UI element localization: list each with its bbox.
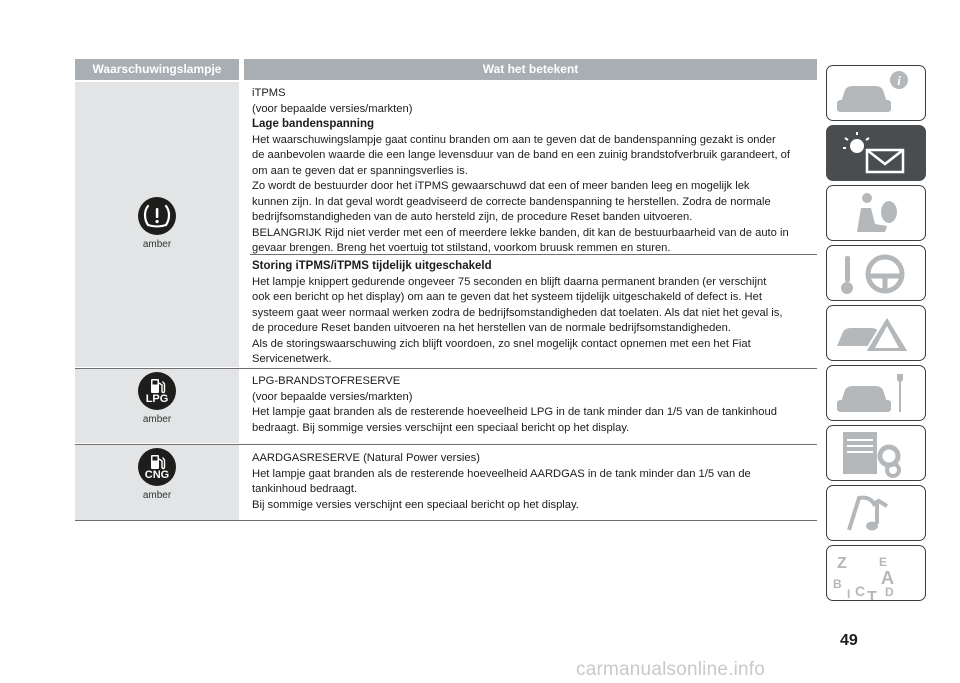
text-line: iTPMS (252, 87, 286, 99)
svg-text:A: A (881, 568, 894, 588)
text-line: Het lampje gaat branden als de resterende hoeveelheid LPG in de tank minder dan 1/5 van de tankinhoud (252, 406, 777, 418)
cng-fuel-pump-icon (138, 448, 176, 486)
text-line: BELANGRIJK Rijd niet verder met een of meerdere lekke banden, dit kan de bestuurbaarheid van de auto in (252, 226, 789, 239)
lpg-icon-text: LPG (145, 392, 169, 405)
cng-reserve-text (252, 451, 818, 513)
text-line: AARDGASRESERVE (Natural Power versies) (252, 452, 480, 464)
text-line: de aanbevolen waarde die een lange levensduur van de band en een zuinig brandstofverbruik garandeert, of (252, 149, 791, 161)
row-divider (75, 520, 817, 521)
text-line: Het lampje gaat branden als de resterende hoeveelheid AARDGAS in de tank minder dan 1/5 van de (252, 467, 751, 480)
row-divider (75, 444, 817, 445)
column-header-meaning: Wat het betekent (244, 59, 817, 80)
text-line: gevaar brengen. Breng het voertuig tot stilstand, voorkom bruusk remmen en sturen. (252, 242, 671, 254)
tpms-fault-text (252, 259, 818, 368)
svg-text:I: I (847, 587, 851, 601)
row-divider (75, 368, 817, 369)
key-steering-wheel-icon (827, 246, 926, 301)
car-info-tab[interactable] (826, 65, 926, 121)
section-heading: Storing iTPMS/iTPMS tijdelijk uitgeschakeld (252, 260, 492, 272)
svg-text:D: D (885, 585, 894, 599)
svg-text:B: B (833, 577, 842, 591)
text-line: bedraagt. Bij sommige versies verschijnt een speciaal bericht op het display. (252, 421, 630, 434)
section-heading: Lage bandenspanning (252, 118, 375, 130)
text-line: Bij sommige versies verschijnt een speciaal bericht op het display. (252, 498, 579, 511)
multimedia-tab[interactable] (826, 485, 926, 541)
driving-tab[interactable] (826, 245, 926, 301)
icon-cell-cng (75, 445, 239, 520)
index-tab[interactable] (826, 545, 926, 601)
lpg-fuel-pump-icon (138, 372, 176, 410)
text-line: de procedure Reset banden uitvoeren na het herstellen van de normale bedrijfsomstandigheden. (252, 322, 731, 334)
text-line: ook een bericht op het display) om aan te geven dat het systeem tijdelijk uitgeschakeld of defect is. Het (252, 291, 762, 303)
car-wrench-icon (827, 366, 926, 421)
document-gears-icon (827, 426, 926, 481)
car-warning-triangle-icon (827, 306, 926, 361)
text-line: bedrijfsomstandigheden van de auto hersteld zijn, de procedure Reset banden uitvoeren. (252, 211, 693, 223)
text-line: kunnen zijn. In dat geval wordt geadviseerd de correcte bandenspanning te herstellen. Zodra de normale (252, 195, 771, 208)
svg-text:i: i (897, 73, 901, 88)
seat-airbag-icon (827, 186, 926, 241)
svg-text:E: E (879, 555, 888, 569)
watermark: carmanualsonline.info (576, 659, 766, 680)
maintenance-tab[interactable] (826, 365, 926, 421)
column-header-warning-light: Waarschuwingslampje (75, 59, 239, 80)
warning-light-envelope-icon (827, 126, 926, 181)
text-line: Zo wordt de bestuurder door het iTPMS gewaarschuwd dat een of meer banden leeg en mogelijk lek (252, 180, 750, 192)
color-label: amber (142, 239, 172, 250)
svg-text:T: T (867, 589, 877, 602)
text-line: tankinhoud bedraagt. (252, 483, 358, 495)
icon-cell-lpg (75, 369, 239, 443)
music-note-icon (827, 486, 926, 541)
text-line: LPG-BRANDSTOFRESERVE (252, 375, 401, 387)
cng-icon-text: CNG (144, 468, 170, 481)
text-line: (voor bepaalde versies/markten) (252, 390, 413, 403)
text-line: Het lampje knippert gedurende ongeveer 75 seconden en blijft daarna permanent branden (er verschijnt (252, 275, 767, 288)
text-line: Als de storingswaarschuwing zich blijft voordoen, zo snel mogelijk contact opnemen met een het Fiat (252, 337, 751, 350)
safety-tab[interactable] (826, 185, 926, 241)
technical-data-tab[interactable] (826, 425, 926, 481)
tpms-text (252, 86, 818, 257)
color-label: amber (142, 490, 172, 501)
text-line: Het waarschuwingslampje gaat continu branden om aan te geven dat de bandenspanning gezakt is onder (252, 133, 776, 146)
page-number: 49 (840, 632, 858, 649)
emergency-tab[interactable] (826, 305, 926, 361)
car-info-icon (827, 66, 926, 121)
color-label: amber (142, 414, 172, 425)
text-line: (voor bepaalde versies/markten) (252, 102, 413, 115)
svg-text:C: C (855, 583, 866, 599)
warning-lights-tab[interactable] (826, 125, 926, 181)
svg-text:Z: Z (837, 555, 847, 572)
tyre-pressure-warning-icon (138, 197, 176, 235)
icon-cell-tpms (75, 82, 239, 367)
text-line: Servicenetwerk. (252, 353, 332, 365)
lpg-reserve-text (252, 374, 818, 436)
text-line: om aan te geven dat er spanningsverlies is. (252, 164, 468, 177)
alphabet-index-icon (827, 546, 926, 601)
text-line: systeem gaat weer normaal werken zodra de bedrijfsomstandigheden dat toelaten. Als dat niet het geval is, (252, 306, 783, 319)
